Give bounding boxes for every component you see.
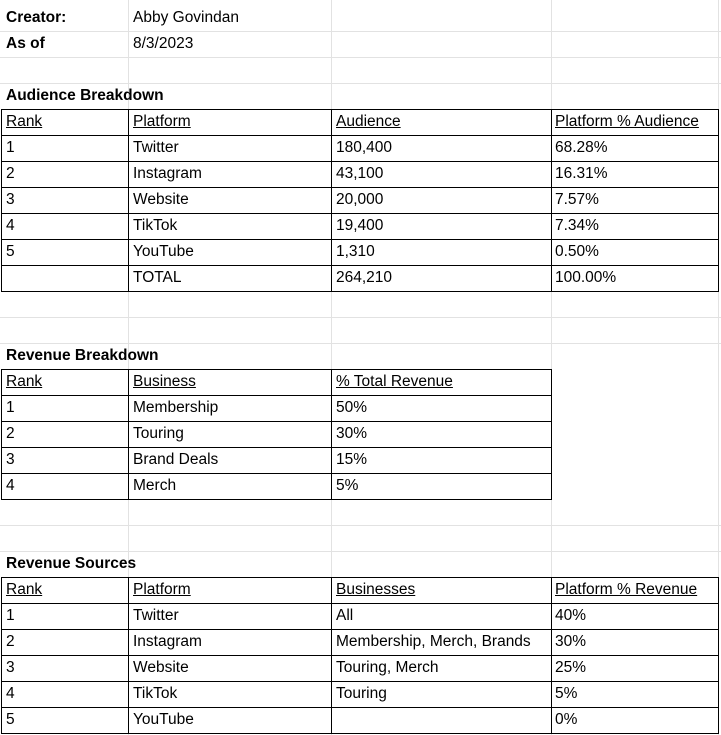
table-cell[interactable]: 40% [555,607,587,624]
table-cell[interactable]: Brand Deals [133,451,219,468]
table-cell[interactable]: TikTok [133,685,178,702]
table-cell[interactable]: Touring, Merch [336,659,439,676]
revenue-sources-header-platform[interactable]: Platform [133,581,191,598]
table-cell[interactable]: 7.34% [555,217,599,234]
table-cell[interactable]: 1 [6,607,15,624]
table-cell[interactable]: 4 [6,217,15,234]
table-cell[interactable]: 5 [6,711,15,728]
revenue-breakdown-borders [1,369,552,500]
table-cell[interactable]: 5 [6,243,15,260]
table-cell[interactable]: 25% [555,659,587,676]
revenue-sources-header-businesses[interactable]: Businesses [336,581,416,598]
asof-value[interactable]: 8/3/2023 [133,35,194,52]
revenue-breakdown-header-rank[interactable]: Rank [6,373,43,390]
table-cell[interactable]: 15% [336,451,368,468]
table-cell[interactable]: All [336,607,354,624]
table-cell[interactable]: 3 [6,659,15,676]
table-cell[interactable]: Twitter [133,607,179,624]
revenue-breakdown-title[interactable]: Revenue Breakdown [6,347,159,364]
table-cell[interactable]: 2 [6,165,15,182]
table-cell[interactable]: 3 [6,191,15,208]
audience-header-platform[interactable]: Platform [133,113,191,130]
audience-total-value[interactable]: 264,210 [336,269,393,286]
table-cell[interactable]: 2 [6,633,15,650]
table-cell[interactable]: 1 [6,139,15,156]
creator-label[interactable]: Creator: [6,9,67,26]
table-cell[interactable]: 43,100 [336,165,384,182]
table-cell[interactable]: TikTok [133,217,178,234]
revenue-breakdown-header-percent[interactable]: % Total Revenue [336,373,453,390]
table-cell[interactable]: 1 [6,399,15,416]
table-cell[interactable]: 30% [555,633,587,650]
table-cell[interactable]: 0% [555,711,578,728]
revenue-sources-title[interactable]: Revenue Sources [6,555,137,572]
table-cell[interactable]: 1,310 [336,243,375,260]
audience-total-percent[interactable]: 100.00% [555,269,617,286]
table-cell[interactable]: YouTube [133,711,194,728]
table-cell[interactable]: 16.31% [555,165,608,182]
table-cell[interactable]: Website [133,191,189,208]
table-cell[interactable]: 4 [6,685,15,702]
table-cell[interactable]: YouTube [133,243,194,260]
audience-header-audience[interactable]: Audience [336,113,401,130]
audience-title[interactable]: Audience Breakdown [6,87,164,104]
table-cell[interactable]: Touring [133,425,184,442]
table-cell[interactable]: Touring [336,685,387,702]
table-cell[interactable]: 19,400 [336,217,384,234]
audience-total-label[interactable]: TOTAL [133,269,182,286]
creator-value[interactable]: Abby Govindan [133,9,239,26]
revenue-sources-header-percent[interactable]: Platform % Revenue [555,581,698,598]
table-cell[interactable]: Membership [133,399,219,416]
table-cell[interactable]: Instagram [133,165,202,182]
table-cell[interactable]: 5% [555,685,578,702]
audience-header-rank[interactable]: Rank [6,113,43,130]
revenue-sources-header-rank[interactable]: Rank [6,581,43,598]
table-cell[interactable]: Website [133,659,189,676]
audience-header-percent[interactable]: Platform % Audience [555,113,699,130]
table-cell[interactable]: Membership, Merch, Brands [336,633,531,650]
table-cell[interactable]: Twitter [133,139,179,156]
revenue-breakdown-header-business[interactable]: Business [133,373,196,390]
table-cell[interactable]: 180,400 [336,139,393,156]
table-cell[interactable]: 5% [336,477,359,494]
table-cell[interactable]: 7.57% [555,191,599,208]
table-cell[interactable]: 68.28% [555,139,608,156]
table-cell[interactable]: Instagram [133,633,202,650]
table-cell[interactable]: Merch [133,477,177,494]
table-cell[interactable]: 3 [6,451,15,468]
asof-label[interactable]: As of [6,35,45,52]
table-cell[interactable]: 2 [6,425,15,442]
table-cell[interactable]: 0.50% [555,243,599,260]
table-cell[interactable]: 20,000 [336,191,384,208]
table-cell[interactable]: 4 [6,477,15,494]
table-cell[interactable]: 50% [336,399,368,416]
table-cell[interactable]: 30% [336,425,368,442]
